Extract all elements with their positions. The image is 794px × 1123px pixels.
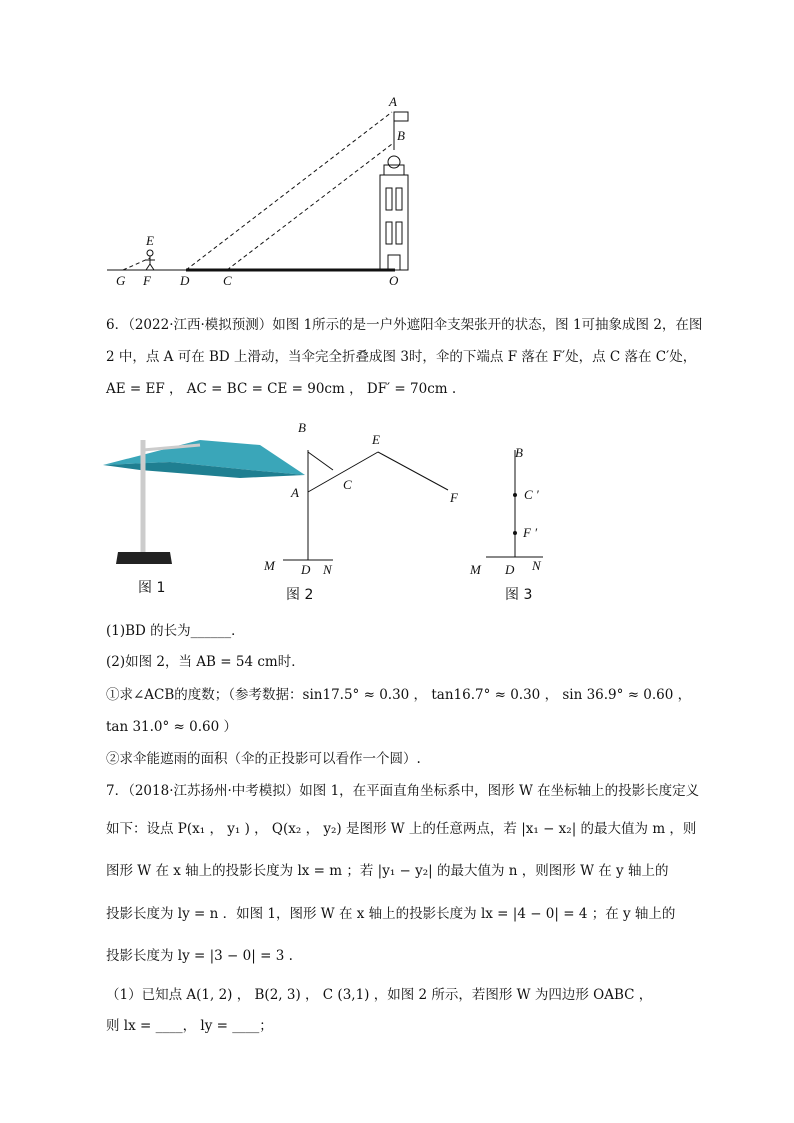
label-E: E bbox=[146, 233, 154, 248]
umbrella-photo bbox=[103, 440, 305, 564]
q6-sub: (2)如图 2，当 AB = 54 cm时． bbox=[106, 654, 305, 670]
q7-line: 7．（2018·江苏扬州·中考模拟）如图 1，在平面直角坐标系中，图形 W 在坐标轴上的投影长度定义 bbox=[106, 783, 700, 799]
fig2-label-M: M bbox=[264, 558, 275, 573]
fig3-caption: 图 3 bbox=[505, 587, 533, 603]
fig3-label-B: B bbox=[515, 445, 523, 460]
q7-line: 如下：设点 P(x₁ ， y₁ ) ， Q(x₂ ， y₂) 是图形 W 上的任意两点，若 |x₁ − x₂| 的最大值为 m ，则 bbox=[106, 821, 697, 837]
q7-line: 投影长度为 ly = n ．如图 1，图形 W 在 x 轴上的投影长度为 lx = |4 − 0| = 4 ；在 y 轴上的 bbox=[106, 906, 676, 922]
label-B: B bbox=[397, 128, 405, 143]
fig3-label-N: N bbox=[532, 558, 541, 573]
label-A: A bbox=[389, 94, 397, 109]
q6-line: 6．（2022·江西·模拟预测）如图 1所示的是一户外遮阳伞支架张开的状态，图 1可抽象成图 2，在图 bbox=[106, 317, 703, 333]
fig2-label-D: D bbox=[301, 562, 311, 577]
fig3-label-F-prime: F ′ bbox=[523, 525, 538, 540]
fig2-label-C: C bbox=[343, 477, 352, 492]
q6-line: 2 中，点 A 可在 BD 上滑动，当伞完全折叠成图 3时，伞的下端点 F 落在 F′处，点 C 落在 C′处， bbox=[106, 349, 697, 365]
q6-line: AE = EF ， AC = BC = CE = 90cm ， DF′ = 70cm . bbox=[106, 381, 457, 397]
q6-sub: ①求∠ACB的度数；（参考数据：sin17.5° ≈ 0.30 ， tan16.7° ≈ 0.30 ， sin 36.9° ≈ 0.60 ， bbox=[106, 687, 692, 703]
label-C: C bbox=[223, 273, 232, 288]
fig3-label-D: D bbox=[505, 562, 515, 577]
fig2-label-N: N bbox=[323, 562, 332, 577]
figure-2 bbox=[283, 450, 448, 560]
figure-3 bbox=[486, 450, 543, 557]
label-F: F bbox=[143, 273, 151, 288]
label-D: D bbox=[180, 273, 190, 288]
fig3-label-M: M bbox=[470, 562, 481, 577]
q7-line: 图形 W 在 x 轴上的投影长度为 lx = m ；若 |y₁ − y₂| 的最大值为 n ，则图形 W 在 y 轴上的 bbox=[106, 863, 669, 879]
q7-line: 投影长度为 ly = |3 − 0| = 3 . bbox=[106, 948, 293, 964]
q7-line: （1）已知点 A(1, 2) ， B(2, 3) ， C (3,1) ，如图 2 所示，若图形 W 为四边形 OABC ， bbox=[106, 987, 653, 1003]
fig2-caption: 图 2 bbox=[286, 587, 314, 603]
q6-sub: (1)BD 的长为______． bbox=[106, 623, 245, 639]
label-G: G bbox=[116, 273, 126, 288]
fig2-label-E: E bbox=[372, 432, 380, 447]
q6-sub: ②求伞能遮雨的面积（伞的正投影可以看作一个圆）. bbox=[106, 751, 421, 767]
q6-sub: tan 31.0° ≈ 0.60 ） bbox=[106, 719, 238, 735]
fig2-label-B: B bbox=[298, 420, 306, 435]
fig3-label-C-prime: C ′ bbox=[524, 487, 539, 502]
fig1-caption: 图 1 bbox=[138, 580, 166, 596]
q7-line: 则 lx = ____， ly = ____； bbox=[106, 1018, 273, 1034]
label-O: O bbox=[389, 273, 399, 288]
fig2-label-F: F bbox=[450, 490, 458, 505]
fig2-label-A: A bbox=[291, 485, 299, 500]
